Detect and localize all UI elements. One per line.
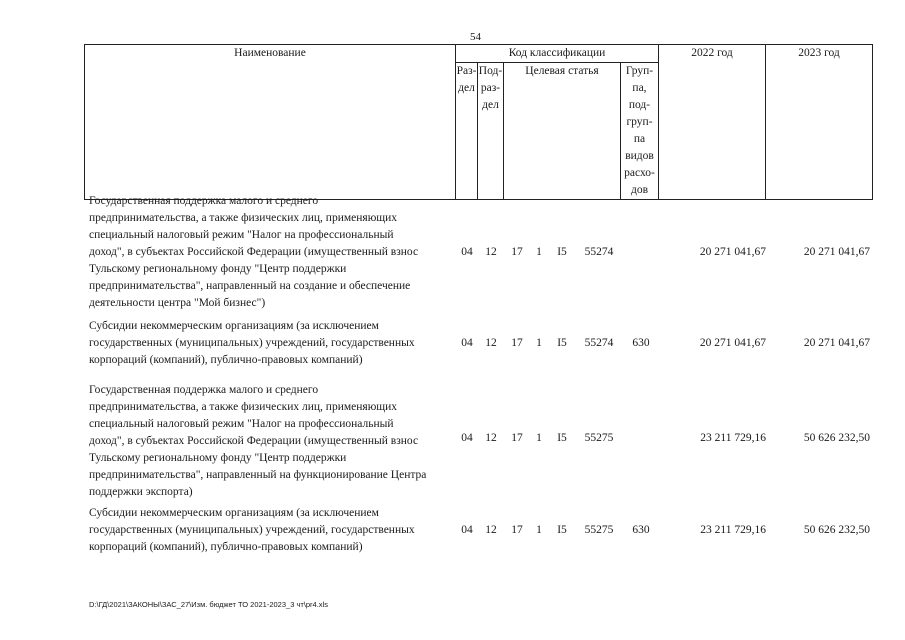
header-section: Раз- дел [456,63,478,200]
row-target-3: I5 [557,246,567,258]
row-name: Субсидии некоммерческим организациям (за исключением государственных (муниципальных) учреждений, государственных корпораций (компаний), публично-правовых компаний) [89,507,415,553]
header-name: Наименование [85,45,456,200]
row-subsection: 12 [485,432,497,444]
row-amount-2022: 20 271 041,67 [699,246,766,258]
row-target-1: 17 [511,337,523,349]
row-target-2: 1 [536,432,542,444]
header-expense-group: Груп- па, под- груп- па видов расхо- дов [621,63,659,200]
row-target-4: 55274 [584,246,614,258]
row-expense-type: 630 [632,524,650,536]
row-amount-2023: 20 271 041,67 [803,246,870,258]
row-amount-2023: 20 271 041,67 [803,337,870,349]
row-target-3: I5 [557,524,567,536]
header-year-2023: 2023 год [766,45,873,200]
row-target-1: 17 [511,524,523,536]
row-amount-2023: 50 626 232,50 [803,432,870,444]
row-target-3: I5 [557,337,567,349]
header-target-article: Целевая статья [504,63,621,200]
row-section: 04 [461,337,473,349]
row-target-4: 55275 [584,524,614,536]
row-target-2: 1 [536,337,542,349]
row-subsection: 12 [485,246,497,258]
header-classification-code: Код классификации [456,45,659,63]
row-target-1: 17 [511,432,523,444]
header-subsection: Под- раз- дел [478,63,504,200]
row-amount-2022: 23 211 729,16 [700,432,766,444]
row-target-4: 55274 [584,337,614,349]
row-name: Государственная поддержка малого и среднего предпринимательства, а также физических лиц, применяющих специальный налоговый режим "Налог на профессиональный доход", в субъектах Российской Федерации (имущественный взнос Тульскому региональному фонду "Центр поддержки предпринимательства", направленный на функционирование Центра поддержки экспорта) [89,384,427,498]
row-target-1: 17 [511,246,523,258]
footer-file-path: D:\ГД\2021\ЗАКОНЫ\ЗАС_27\Изм. бюджет ТО 2021-2023_3 чт\pr4.xls [89,600,328,609]
row-target-4: 55275 [584,432,614,444]
row-section: 04 [461,432,473,444]
row-amount-2022: 23 211 729,16 [700,524,766,536]
row-name: Государственная поддержка малого и среднего предпринимательства, а также физических лиц, применяющих специальный налоговый режим "Налог на профессиональный доход", в субъектах Российской Федерации (имущественный взнос Тульскому региональному фонду "Центр поддержки предпринимательства", направленный на создание и обеспечение деятельности центра "Мой бизнес") [89,195,419,309]
row-target-2: 1 [536,524,542,536]
row-name: Субсидии некоммерческим организациям (за исключением государственных (муниципальных) учреждений, государственных корпораций (компаний), публично-правовых компаний) [89,320,415,366]
row-expense-type: 630 [632,337,650,349]
row-amount-2023: 50 626 232,50 [803,524,870,536]
row-subsection: 12 [485,337,497,349]
row-target-2: 1 [536,246,542,258]
row-section: 04 [461,246,473,258]
page-number: 54 [470,31,481,43]
row-amount-2022: 20 271 041,67 [699,337,766,349]
header-year-2022: 2022 год [659,45,766,200]
row-target-3: I5 [557,432,567,444]
row-subsection: 12 [485,524,497,536]
row-section: 04 [461,524,473,536]
